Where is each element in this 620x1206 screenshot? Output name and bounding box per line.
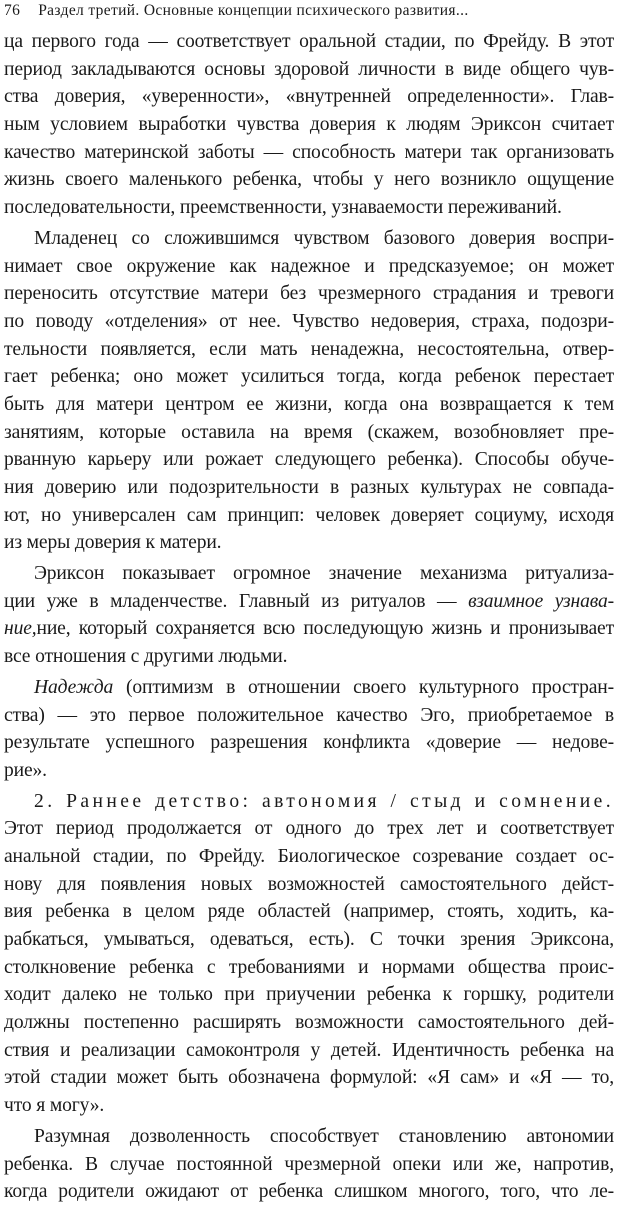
text-line: ства) — это первое положительное качество Эго, приобретаемое в bbox=[4, 704, 614, 726]
running-title: Раздел третий. Основные концепции психического развития... bbox=[38, 2, 469, 19]
text-line: Младенец со сложившимся чувством базового доверия воспри- bbox=[34, 227, 614, 249]
text-line: ным условием выработки чувства доверия к людям Эриксон считает bbox=[4, 114, 614, 136]
text-line: Разумная дозволенность способствует становлению автономии bbox=[34, 1125, 614, 1147]
running-head bbox=[4, 0, 616, 22]
text-line: должны постепенно расширять возможности самостоятельного дей- bbox=[4, 1012, 614, 1034]
text-line: когда родители ожидают от ребенка слишком многого, того, что ле- bbox=[4, 1181, 614, 1203]
text-line: из меры доверия к матери. bbox=[4, 532, 222, 554]
text-fragment: ции уже в младенчестве. Главный из ритуалов — bbox=[4, 590, 469, 612]
text-line: рие». bbox=[4, 759, 47, 781]
paragraph-5 bbox=[4, 788, 614, 1120]
text-line: вия ребенка в целом ряде областей (например, стоять, ходить, ка- bbox=[4, 901, 614, 923]
text-line: по поводу «отделения» от нее. Чувство недоверия, страха, подозри- bbox=[4, 310, 614, 332]
text-line-mixed bbox=[4, 588, 614, 616]
text-line: Этот период продолжается от одного до трех лет и соответствует bbox=[4, 818, 614, 840]
text-line: ребенка. В случае постоянной чрезмерной опеки или же, напротив, bbox=[4, 1153, 614, 1175]
body-text bbox=[4, 28, 614, 1206]
text-line: этой стадии может быть обозначена формулой: «Я сам» и «Я — то, bbox=[4, 1067, 614, 1089]
text-fragment: ние, который сохраняется всю последующую жизнь и пронизывает bbox=[36, 618, 614, 640]
text-line: период закладываются основы здоровой личности в виде общего чув- bbox=[4, 58, 614, 80]
paragraph-4 bbox=[4, 674, 614, 785]
text-line: переносить отсутствие матери без чрезмерного страдания и тревоги bbox=[4, 283, 614, 305]
text-line: нову для появления новых возможностей самостоятельного дейст- bbox=[4, 873, 614, 895]
text-line: Эриксон показывает огромное значение механизма ритуализа- bbox=[34, 563, 614, 585]
text-line: ствия и реализации самоконтроля у детей. Идентичность ребенка на bbox=[4, 1039, 614, 1061]
paragraph-2 bbox=[4, 225, 614, 557]
text-line: рабкаться, умываться, одеваться, есть). С точки зрения Эриксона, bbox=[4, 929, 614, 950]
text-line: гает ребенка; оно может усилиться тогда, когда ребенок перестает bbox=[4, 366, 614, 388]
text-line: рванную карьеру или рожает следующего ребенка). Способы обуче- bbox=[4, 449, 614, 471]
italic-term: взаимное узнава- bbox=[468, 590, 614, 612]
italic-term: Надежда bbox=[34, 676, 114, 698]
paragraph-3 bbox=[4, 560, 614, 671]
page-number: 76 bbox=[4, 2, 21, 19]
text-line: качество материнской заботы — способность матери так организовать bbox=[4, 141, 614, 163]
text-line: все отношения с другими людьми. bbox=[4, 646, 288, 668]
text-line: быть для матери центром ее жизни, когда она возвращается к тем bbox=[4, 393, 614, 415]
text-line: жизнь своего маленького ребенка, чтобы у него возникло ощущение bbox=[4, 169, 614, 191]
text-line: тельности появляется, если мать ненадежна, несостоятельна, отвер- bbox=[4, 338, 614, 360]
paragraph-6 bbox=[4, 1123, 614, 1206]
text-line: что я могу». bbox=[4, 1095, 105, 1117]
text-line: ходит далеко не только при приучении ребенка к горшку, родители bbox=[4, 984, 614, 1006]
text-line: столкновение ребенка с требованиями и нормами общества проис- bbox=[4, 956, 614, 978]
text-line-mixed bbox=[4, 674, 614, 702]
text-line: ют, но универсален сам принцип: человек доверяет социуму, исходя bbox=[4, 504, 614, 526]
stage-heading-line: 2. Раннее детство: автономия / стыд и сомнение. bbox=[34, 790, 614, 812]
text-line: нимает свое окружение как надежное и предсказуемое; он может bbox=[4, 255, 614, 277]
text-line: ца первого года — соответствует оральной стадии, по Фрейду. В этот bbox=[4, 31, 614, 52]
text-line: ства доверия, «уверенности», «внутренней определенности». Глав- bbox=[4, 86, 614, 108]
paragraph-1 bbox=[4, 28, 614, 222]
italic-term: ние, bbox=[4, 618, 37, 640]
text-fragment: (оптимизм в отношении своего культурного простран- bbox=[113, 676, 614, 698]
text-line: анальной стадии, по Фрейду. Биологическое созревание создает ос- bbox=[4, 845, 614, 867]
text-line: последовательности, преемственности, узнаваемости переживаний. bbox=[4, 197, 562, 219]
text-line: занятиям, которые оставила на время (скажем, возобновляет пре- bbox=[4, 421, 614, 443]
text-line: результате успешного разрешения конфликта «доверие — недове- bbox=[4, 732, 614, 754]
text-line: ния доверию или подозрительности в разных культурах не совпада- bbox=[4, 477, 614, 498]
text-line-mixed bbox=[4, 615, 614, 643]
